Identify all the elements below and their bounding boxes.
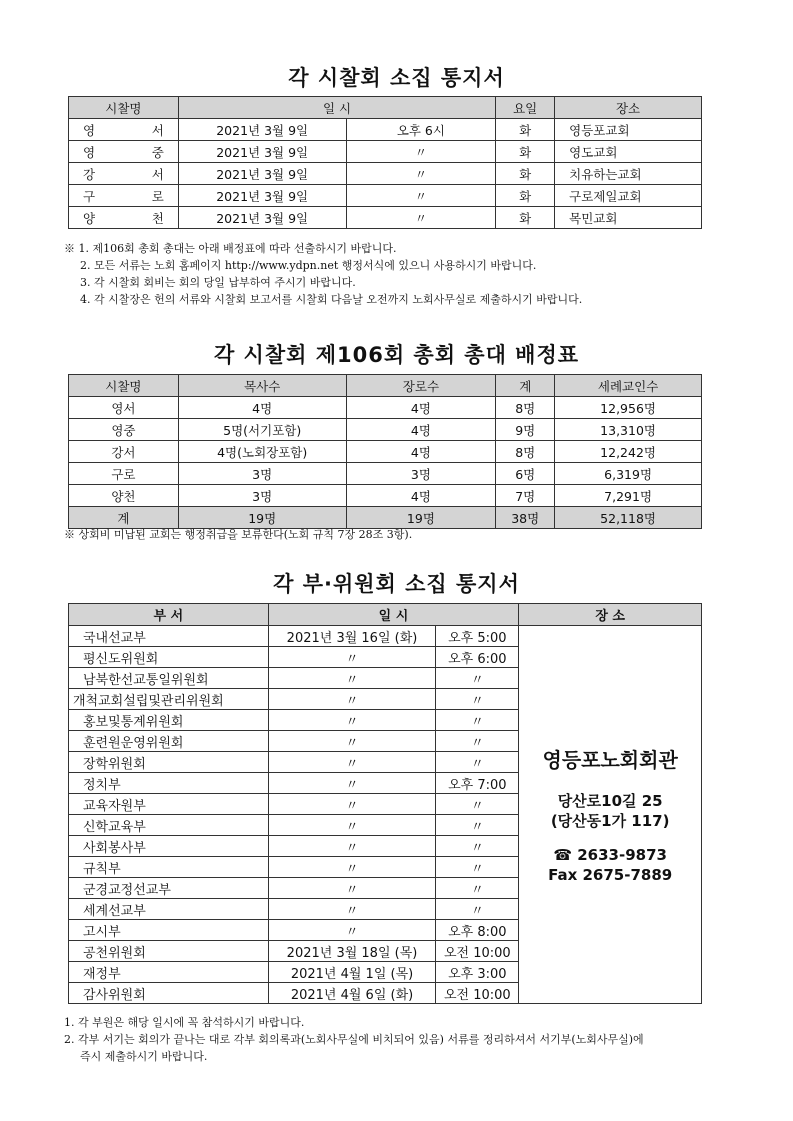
meeting-time: 〃 bbox=[436, 899, 519, 920]
baptized-count: 7,291명 bbox=[555, 485, 702, 507]
note-line: ※ 상회비 미납된 교회는 행정취급을 보류한다(노회 규칙 7장 28조 3항). bbox=[64, 528, 413, 541]
pastor-count: 3명 bbox=[178, 485, 346, 507]
col-header-pastors: 목사수 bbox=[178, 375, 346, 397]
sum-count: 9명 bbox=[496, 419, 555, 441]
col-header-place: 장 소 bbox=[519, 604, 702, 626]
col-header-name: 시찰명 bbox=[69, 97, 179, 119]
meeting-date: 〃 bbox=[268, 794, 436, 815]
total-baptized: 52,118명 bbox=[555, 507, 702, 529]
table-row bbox=[69, 185, 702, 207]
baptized-count: 12,242명 bbox=[555, 441, 702, 463]
meeting-time: 〃 bbox=[346, 141, 496, 163]
col-header-elders: 장로수 bbox=[346, 375, 496, 397]
meeting-time: 오후 7:00 bbox=[436, 773, 519, 794]
meeting-place: 영등포교회 bbox=[555, 119, 702, 141]
sichal-name: 영서 bbox=[69, 397, 179, 419]
meeting-day: 화 bbox=[496, 141, 555, 163]
dept-name: 남북한선교통일위원회 bbox=[69, 668, 269, 689]
dept-name: 장학위원회 bbox=[69, 752, 269, 773]
sichal-name: 양 천 bbox=[69, 207, 179, 229]
sum-count: 8명 bbox=[496, 441, 555, 463]
dept-name: 규칙부 bbox=[69, 857, 269, 878]
meeting-time: 〃 bbox=[346, 163, 496, 185]
committee-meeting-table bbox=[68, 603, 702, 1004]
dept-name: 군경교정선교부 bbox=[69, 878, 269, 899]
table-row bbox=[69, 419, 702, 441]
dept-name: 평신도위원회 bbox=[69, 647, 269, 668]
meeting-place: 치유하는교회 bbox=[555, 163, 702, 185]
meeting-day: 화 bbox=[496, 185, 555, 207]
delegate-allocation-table bbox=[68, 374, 702, 529]
dept-name: 훈련원운영위원회 bbox=[69, 731, 269, 752]
meeting-date: 〃 bbox=[268, 878, 436, 899]
col-header-dept: 부 서 bbox=[69, 604, 269, 626]
col-header-name: 시찰명 bbox=[69, 375, 179, 397]
location-address-detail: (당산동1가 117) bbox=[550, 812, 670, 830]
elder-count: 4명 bbox=[346, 485, 496, 507]
meeting-time: 〃 bbox=[436, 794, 519, 815]
meeting-date: 〃 bbox=[268, 773, 436, 794]
dept-name: 감사위원회 bbox=[69, 983, 269, 1004]
location-fax: Fax 2675-7889 bbox=[548, 866, 673, 884]
table-row bbox=[69, 397, 702, 419]
meeting-time: 오후 6:00 bbox=[436, 647, 519, 668]
note-line: 2. 각부 서기는 회의가 끝나는 대로 각부 회의록과(노회사무실에 비치되어 있음) 서류를 정리하셔서 서기부(노회사무실)에 bbox=[64, 1033, 644, 1046]
delegate-allocation-title: 각 시찰회 제106회 총회 총대 배정표 bbox=[213, 343, 580, 367]
meeting-time: 〃 bbox=[436, 689, 519, 710]
sichal-name: 영 중 bbox=[69, 141, 179, 163]
meeting-date: 〃 bbox=[268, 815, 436, 836]
meeting-date: 2021년 3월 16일 (화) bbox=[268, 626, 436, 647]
meeting-time: 〃 bbox=[346, 185, 496, 207]
meeting-date: 2021년 4월 1일 (목) bbox=[268, 962, 436, 983]
table-row bbox=[69, 485, 702, 507]
baptized-count: 6,319명 bbox=[555, 463, 702, 485]
dept-name: 홍보및통계위원회 bbox=[69, 710, 269, 731]
col-header-sum: 계 bbox=[496, 375, 555, 397]
dept-name: 개척교회설립및관리위원회 bbox=[69, 689, 269, 710]
table-row bbox=[69, 441, 702, 463]
note-line: 3. 각 시찰회 회비는 회의 당일 납부하여 주시기 바랍니다. bbox=[80, 276, 356, 289]
table-header-row bbox=[69, 604, 702, 626]
dept-name: 국내선교부 bbox=[69, 626, 269, 647]
dept-name: 교육자원부 bbox=[69, 794, 269, 815]
meeting-date: 〃 bbox=[268, 920, 436, 941]
meeting-date: 2021년 4월 6일 (화) bbox=[268, 983, 436, 1004]
meeting-date: 2021년 3월 9일 bbox=[178, 163, 346, 185]
table-row bbox=[69, 163, 702, 185]
meeting-time: 〃 bbox=[436, 668, 519, 689]
meeting-time: 오전 10:00 bbox=[436, 983, 519, 1004]
col-header-datetime: 일 시 bbox=[268, 604, 519, 626]
meeting-time: 〃 bbox=[436, 731, 519, 752]
pastor-count: 4명(노회장포함) bbox=[178, 441, 346, 463]
meeting-date: 2021년 3월 9일 bbox=[178, 207, 346, 229]
committee-notice-title: 각 부·위원회 소집 통지서 bbox=[273, 572, 520, 596]
dept-name: 재정부 bbox=[69, 962, 269, 983]
meeting-time: 〃 bbox=[436, 836, 519, 857]
meeting-time: 오후 5:00 bbox=[436, 626, 519, 647]
note-line: 1. 각 부원은 해당 일시에 꼭 참석하시기 바랍니다. bbox=[64, 1016, 305, 1029]
meeting-date: 2021년 3월 18일 (목) bbox=[268, 941, 436, 962]
sichal-name: 강 서 bbox=[69, 163, 179, 185]
meeting-time: 〃 bbox=[436, 710, 519, 731]
sichal-name: 구로 bbox=[69, 463, 179, 485]
pastor-count: 3명 bbox=[178, 463, 346, 485]
sum-count: 8명 bbox=[496, 397, 555, 419]
dept-name: 고시부 bbox=[69, 920, 269, 941]
meeting-date: 〃 bbox=[268, 899, 436, 920]
meeting-date: 2021년 3월 9일 bbox=[178, 185, 346, 207]
sum-count: 7명 bbox=[496, 485, 555, 507]
sichal-name: 양천 bbox=[69, 485, 179, 507]
sichal-name: 영 서 bbox=[69, 119, 179, 141]
pastor-count: 4명 bbox=[178, 397, 346, 419]
meeting-time: 오후 3:00 bbox=[436, 962, 519, 983]
table-header-row bbox=[69, 375, 702, 397]
meeting-day: 화 bbox=[496, 163, 555, 185]
elder-count: 4명 bbox=[346, 397, 496, 419]
total-label: 계 bbox=[69, 507, 179, 529]
col-header-place: 장소 bbox=[555, 97, 702, 119]
dept-name: 세계선교부 bbox=[69, 899, 269, 920]
meeting-date: 〃 bbox=[268, 647, 436, 668]
meeting-date: 〃 bbox=[268, 710, 436, 731]
total-elders: 19명 bbox=[346, 507, 496, 529]
note-line: 4. 각 시찰장은 헌의 서류와 시찰회 보고서를 시찰회 다음날 오전까지 노회사무실로 제출하시기 바랍니다. bbox=[80, 293, 583, 306]
meeting-time: 〃 bbox=[436, 815, 519, 836]
table-row bbox=[69, 463, 702, 485]
location-name: 영등포노회회관 bbox=[542, 748, 678, 772]
meeting-time: 〃 bbox=[436, 878, 519, 899]
meeting-time: 오후 8:00 bbox=[436, 920, 519, 941]
total-sum: 38명 bbox=[496, 507, 555, 529]
col-header-datetime: 일 시 bbox=[178, 97, 495, 119]
meeting-time: 오전 10:00 bbox=[436, 941, 519, 962]
note-line: ※ 1. 제106회 총회 총대는 아래 배정표에 따라 선출하시기 바랍니다. bbox=[64, 242, 397, 255]
meeting-place: 목민교회 bbox=[555, 207, 702, 229]
sichal-name: 영중 bbox=[69, 419, 179, 441]
meeting-time: 〃 bbox=[436, 752, 519, 773]
location-phone: ☎ 2633-9873 bbox=[553, 846, 667, 864]
meeting-date: 〃 bbox=[268, 668, 436, 689]
table-row bbox=[69, 141, 702, 163]
location-address: 당산로10길 25 bbox=[557, 792, 663, 810]
sichal-name: 강서 bbox=[69, 441, 179, 463]
meeting-date: 2021년 3월 9일 bbox=[178, 119, 346, 141]
col-header-day: 요일 bbox=[496, 97, 555, 119]
meeting-time: 〃 bbox=[436, 857, 519, 878]
meeting-date: 〃 bbox=[268, 752, 436, 773]
elder-count: 3명 bbox=[346, 463, 496, 485]
dues-note bbox=[64, 526, 412, 543]
sichal-meeting-table bbox=[68, 96, 702, 229]
sichal-notes bbox=[64, 240, 582, 308]
meeting-date: 2021년 3월 9일 bbox=[178, 141, 346, 163]
note-line: 즉시 제출하시기 바랍니다. bbox=[80, 1050, 208, 1063]
meeting-day: 화 bbox=[496, 119, 555, 141]
meeting-time: 〃 bbox=[346, 207, 496, 229]
dept-name: 사회봉사부 bbox=[69, 836, 269, 857]
dept-name: 신학교육부 bbox=[69, 815, 269, 836]
pastor-count: 5명(서기포함) bbox=[178, 419, 346, 441]
meeting-date: 〃 bbox=[268, 689, 436, 710]
meeting-place: 영도교회 bbox=[555, 141, 702, 163]
total-pastors: 19명 bbox=[178, 507, 346, 529]
col-header-baptized: 세례교인수 bbox=[555, 375, 702, 397]
sum-count: 6명 bbox=[496, 463, 555, 485]
meeting-date: 〃 bbox=[268, 857, 436, 878]
elder-count: 4명 bbox=[346, 419, 496, 441]
location-cell bbox=[519, 626, 702, 1004]
dept-name: 정치부 bbox=[69, 773, 269, 794]
baptized-count: 13,310명 bbox=[555, 419, 702, 441]
committee-notes bbox=[64, 1014, 644, 1065]
meeting-day: 화 bbox=[496, 207, 555, 229]
table-row bbox=[69, 119, 702, 141]
meeting-place: 구로제일교회 bbox=[555, 185, 702, 207]
meeting-date: 〃 bbox=[268, 731, 436, 752]
note-line: 2. 모든 서류는 노회 홈페이지 http://www.ydpn.net 행정서식에 있으니 사용하시기 바랍니다. bbox=[80, 259, 537, 272]
meeting-date: 〃 bbox=[268, 836, 436, 857]
table-row bbox=[69, 207, 702, 229]
dept-name: 공천위원회 bbox=[69, 941, 269, 962]
table-header-row bbox=[69, 97, 702, 119]
elder-count: 4명 bbox=[346, 441, 496, 463]
notice-title-sichal: 각 시찰회 소집 통지서 bbox=[288, 66, 505, 90]
sichal-name: 구 로 bbox=[69, 185, 179, 207]
table-row bbox=[69, 626, 702, 647]
baptized-count: 12,956명 bbox=[555, 397, 702, 419]
meeting-time: 오후 6시 bbox=[346, 119, 496, 141]
